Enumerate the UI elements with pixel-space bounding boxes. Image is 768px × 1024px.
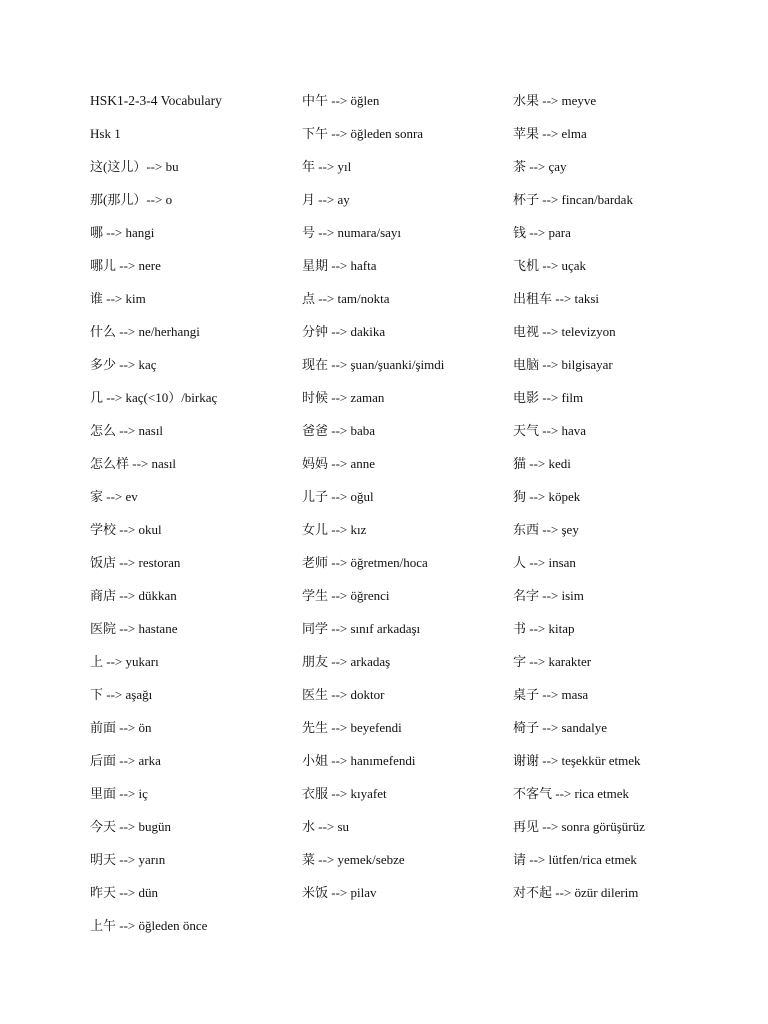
vocab-entry: 前面 --> ön bbox=[90, 720, 152, 735]
vocab-entry: 出租车 --> taksi bbox=[513, 291, 600, 306]
vocab-entry: 医院 --> hastane bbox=[90, 621, 178, 636]
vocab-entry: 家 --> ev bbox=[90, 489, 138, 504]
vocab-entry: 年 --> yıl bbox=[302, 159, 352, 174]
vocab-column-1 bbox=[90, 90, 290, 948]
vocab-entry: 什么 --> ne/herhangi bbox=[90, 324, 200, 339]
vocab-entry: 哪 --> hangi bbox=[90, 225, 155, 240]
vocab-entry: 后面 --> arka bbox=[90, 753, 161, 768]
vocab-entry: 学校 --> okul bbox=[90, 522, 162, 537]
vocab-entry: 里面 --> iç bbox=[90, 786, 148, 801]
vocab-entry: 谢谢 --> teşekkür etmek bbox=[513, 753, 641, 768]
vocab-entry: 水果 --> meyve bbox=[513, 93, 597, 108]
vocab-entry: 饭店 --> restoran bbox=[90, 555, 181, 570]
vocab-entry: 商店 --> dükkan bbox=[90, 588, 177, 603]
document-title: HSK1-2-3-4 Vocabulary bbox=[90, 93, 222, 108]
vocab-entry: 那(那儿）--> o bbox=[90, 192, 173, 207]
vocab-entry: 上 --> yukarı bbox=[90, 654, 159, 669]
vocab-entry: 电视 --> televizyon bbox=[513, 324, 616, 339]
vocab-entry: 谁 --> kim bbox=[90, 291, 146, 306]
vocab-entry: 椅子 --> sandalye bbox=[513, 720, 607, 735]
vocab-entry: 不客气 --> rica etmek bbox=[513, 786, 629, 801]
vocab-entry: 现在 --> şuan/şuanki/şimdi bbox=[302, 357, 445, 372]
vocab-entry: 分钟 --> dakika bbox=[302, 324, 386, 339]
vocab-entry: 飞机 --> uçak bbox=[513, 258, 587, 273]
section-heading: Hsk 1 bbox=[90, 126, 121, 141]
vocab-entry: 下午 --> öğleden sonra bbox=[302, 126, 424, 141]
vocab-entry: 电脑 --> bilgisayar bbox=[513, 357, 613, 372]
vocab-entry: 小姐 --> hanımefendi bbox=[302, 753, 416, 768]
vocab-entry: 号 --> numara/sayı bbox=[302, 225, 402, 240]
vocab-entry: 菜 --> yemek/sebze bbox=[302, 852, 405, 867]
vocab-entry: 同学 --> sınıf arkadaşı bbox=[302, 621, 421, 636]
vocab-entry: 朋友 --> arkadaş bbox=[302, 654, 391, 669]
vocab-entry: 电影 --> film bbox=[513, 390, 584, 405]
vocab-entry: 猫 --> kedi bbox=[513, 456, 571, 471]
vocab-entry: 桌子 --> masa bbox=[513, 687, 589, 702]
vocab-entry: 中午 --> öğlen bbox=[302, 93, 380, 108]
vocab-entry: 天气 --> hava bbox=[513, 423, 587, 438]
vocab-entry: 名字 --> isim bbox=[513, 588, 584, 603]
vocab-entry: 女儿 --> kız bbox=[302, 522, 367, 537]
vocab-entry: 这(这儿）--> bu bbox=[90, 159, 179, 174]
vocab-entry: 爸爸 --> baba bbox=[302, 423, 376, 438]
vocab-entry: 水 --> su bbox=[302, 819, 350, 834]
vocab-entry: 字 --> karakter bbox=[513, 654, 592, 669]
vocab-entry: 星期 --> hafta bbox=[302, 258, 377, 273]
vocab-entry: 老师 --> öğretmen/hoca bbox=[302, 555, 428, 570]
vocab-entry: 先生 --> beyefendi bbox=[302, 720, 402, 735]
vocab-entry: 请 --> lütfen/rica etmek bbox=[513, 852, 637, 867]
vocab-entry: 苹果 --> elma bbox=[513, 126, 587, 141]
vocab-entry: 东西 --> şey bbox=[513, 522, 579, 537]
vocab-entry: 狗 --> köpek bbox=[513, 489, 581, 504]
vocab-entry: 点 --> tam/nokta bbox=[302, 291, 390, 306]
vocab-column-2 bbox=[302, 90, 502, 915]
vocab-entry: 儿子 --> oğul bbox=[302, 489, 374, 504]
vocab-entry: 人 --> insan bbox=[513, 555, 576, 570]
vocab-entry: 上午 --> öğleden önce bbox=[90, 918, 208, 933]
vocab-entry: 学生 --> öğrenci bbox=[302, 588, 390, 603]
vocab-entry: 时候 --> zaman bbox=[302, 390, 385, 405]
vocab-entry: 书 --> kitap bbox=[513, 621, 575, 636]
vocab-entry: 下 --> aşağı bbox=[90, 687, 153, 702]
vocab-entry: 月 --> ay bbox=[302, 192, 350, 207]
vocab-entry: 对不起 --> özür dilerim bbox=[513, 885, 639, 900]
vocab-column-3 bbox=[513, 90, 753, 915]
vocab-entry: 哪儿 --> nere bbox=[90, 258, 161, 273]
vocab-entry: 今天 --> bugün bbox=[90, 819, 171, 834]
vocab-entry: 昨天 --> dün bbox=[90, 885, 158, 900]
vocab-entry: 医生 --> doktor bbox=[302, 687, 385, 702]
vocab-entry: 米饭 --> pilav bbox=[302, 885, 377, 900]
vocab-entry: 多少 --> kaç bbox=[90, 357, 157, 372]
vocab-entry: 钱 --> para bbox=[513, 225, 571, 240]
vocab-entry: 怎么样 --> nasıl bbox=[90, 456, 177, 471]
vocab-entry: 杯子 --> fincan/bardak bbox=[513, 192, 633, 207]
vocab-entry: 再见 --> sonra görüşürüz bbox=[513, 819, 645, 834]
vocab-entry: 衣服 --> kıyafet bbox=[302, 786, 387, 801]
vocab-entry: 茶 --> çay bbox=[513, 159, 567, 174]
vocab-entry: 怎么 --> nasıl bbox=[90, 423, 164, 438]
vocab-entry: 明天 --> yarın bbox=[90, 852, 166, 867]
vocab-entry: 几 --> kaç(<10）/birkaç bbox=[90, 390, 218, 405]
vocab-entry: 妈妈 --> anne bbox=[302, 456, 376, 471]
